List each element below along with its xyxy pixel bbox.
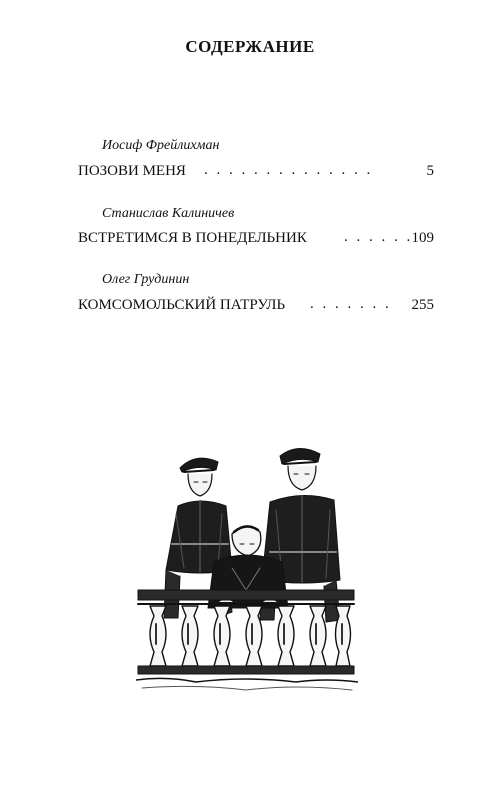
- entry-page-number: 109: [411, 230, 434, 246]
- page-title: СОДЕРЖАНИЕ: [185, 37, 315, 56]
- entry-title: ПОЗОВИ МЕНЯ: [78, 163, 186, 179]
- entry-author: Олег Грудинин: [102, 272, 190, 287]
- dot-leader: . . . . . .: [344, 229, 413, 245]
- toc-entry[interactable]: [78, 230, 434, 250]
- dot-leader: . . . . . . . . . . . . . .: [204, 162, 373, 178]
- entry-title: ВСТРЕТИМСЯ В ПОНЕДЕЛЬНИК: [78, 230, 307, 246]
- entry-page-number: 255: [411, 297, 434, 313]
- dot-leader: . . . . . . .: [310, 296, 392, 312]
- entry-author: Станислав Калиничев: [102, 206, 235, 221]
- illustration-icon: [136, 440, 358, 695]
- toc-entry[interactable]: [78, 163, 434, 183]
- entry-title: КОМСОМОЛЬСКИЙ ПАТРУЛЬ: [78, 297, 286, 313]
- toc-entry[interactable]: [78, 297, 434, 317]
- entry-author: Иосиф Фрейлихман: [102, 138, 220, 153]
- entry-page-number: 5: [426, 163, 434, 179]
